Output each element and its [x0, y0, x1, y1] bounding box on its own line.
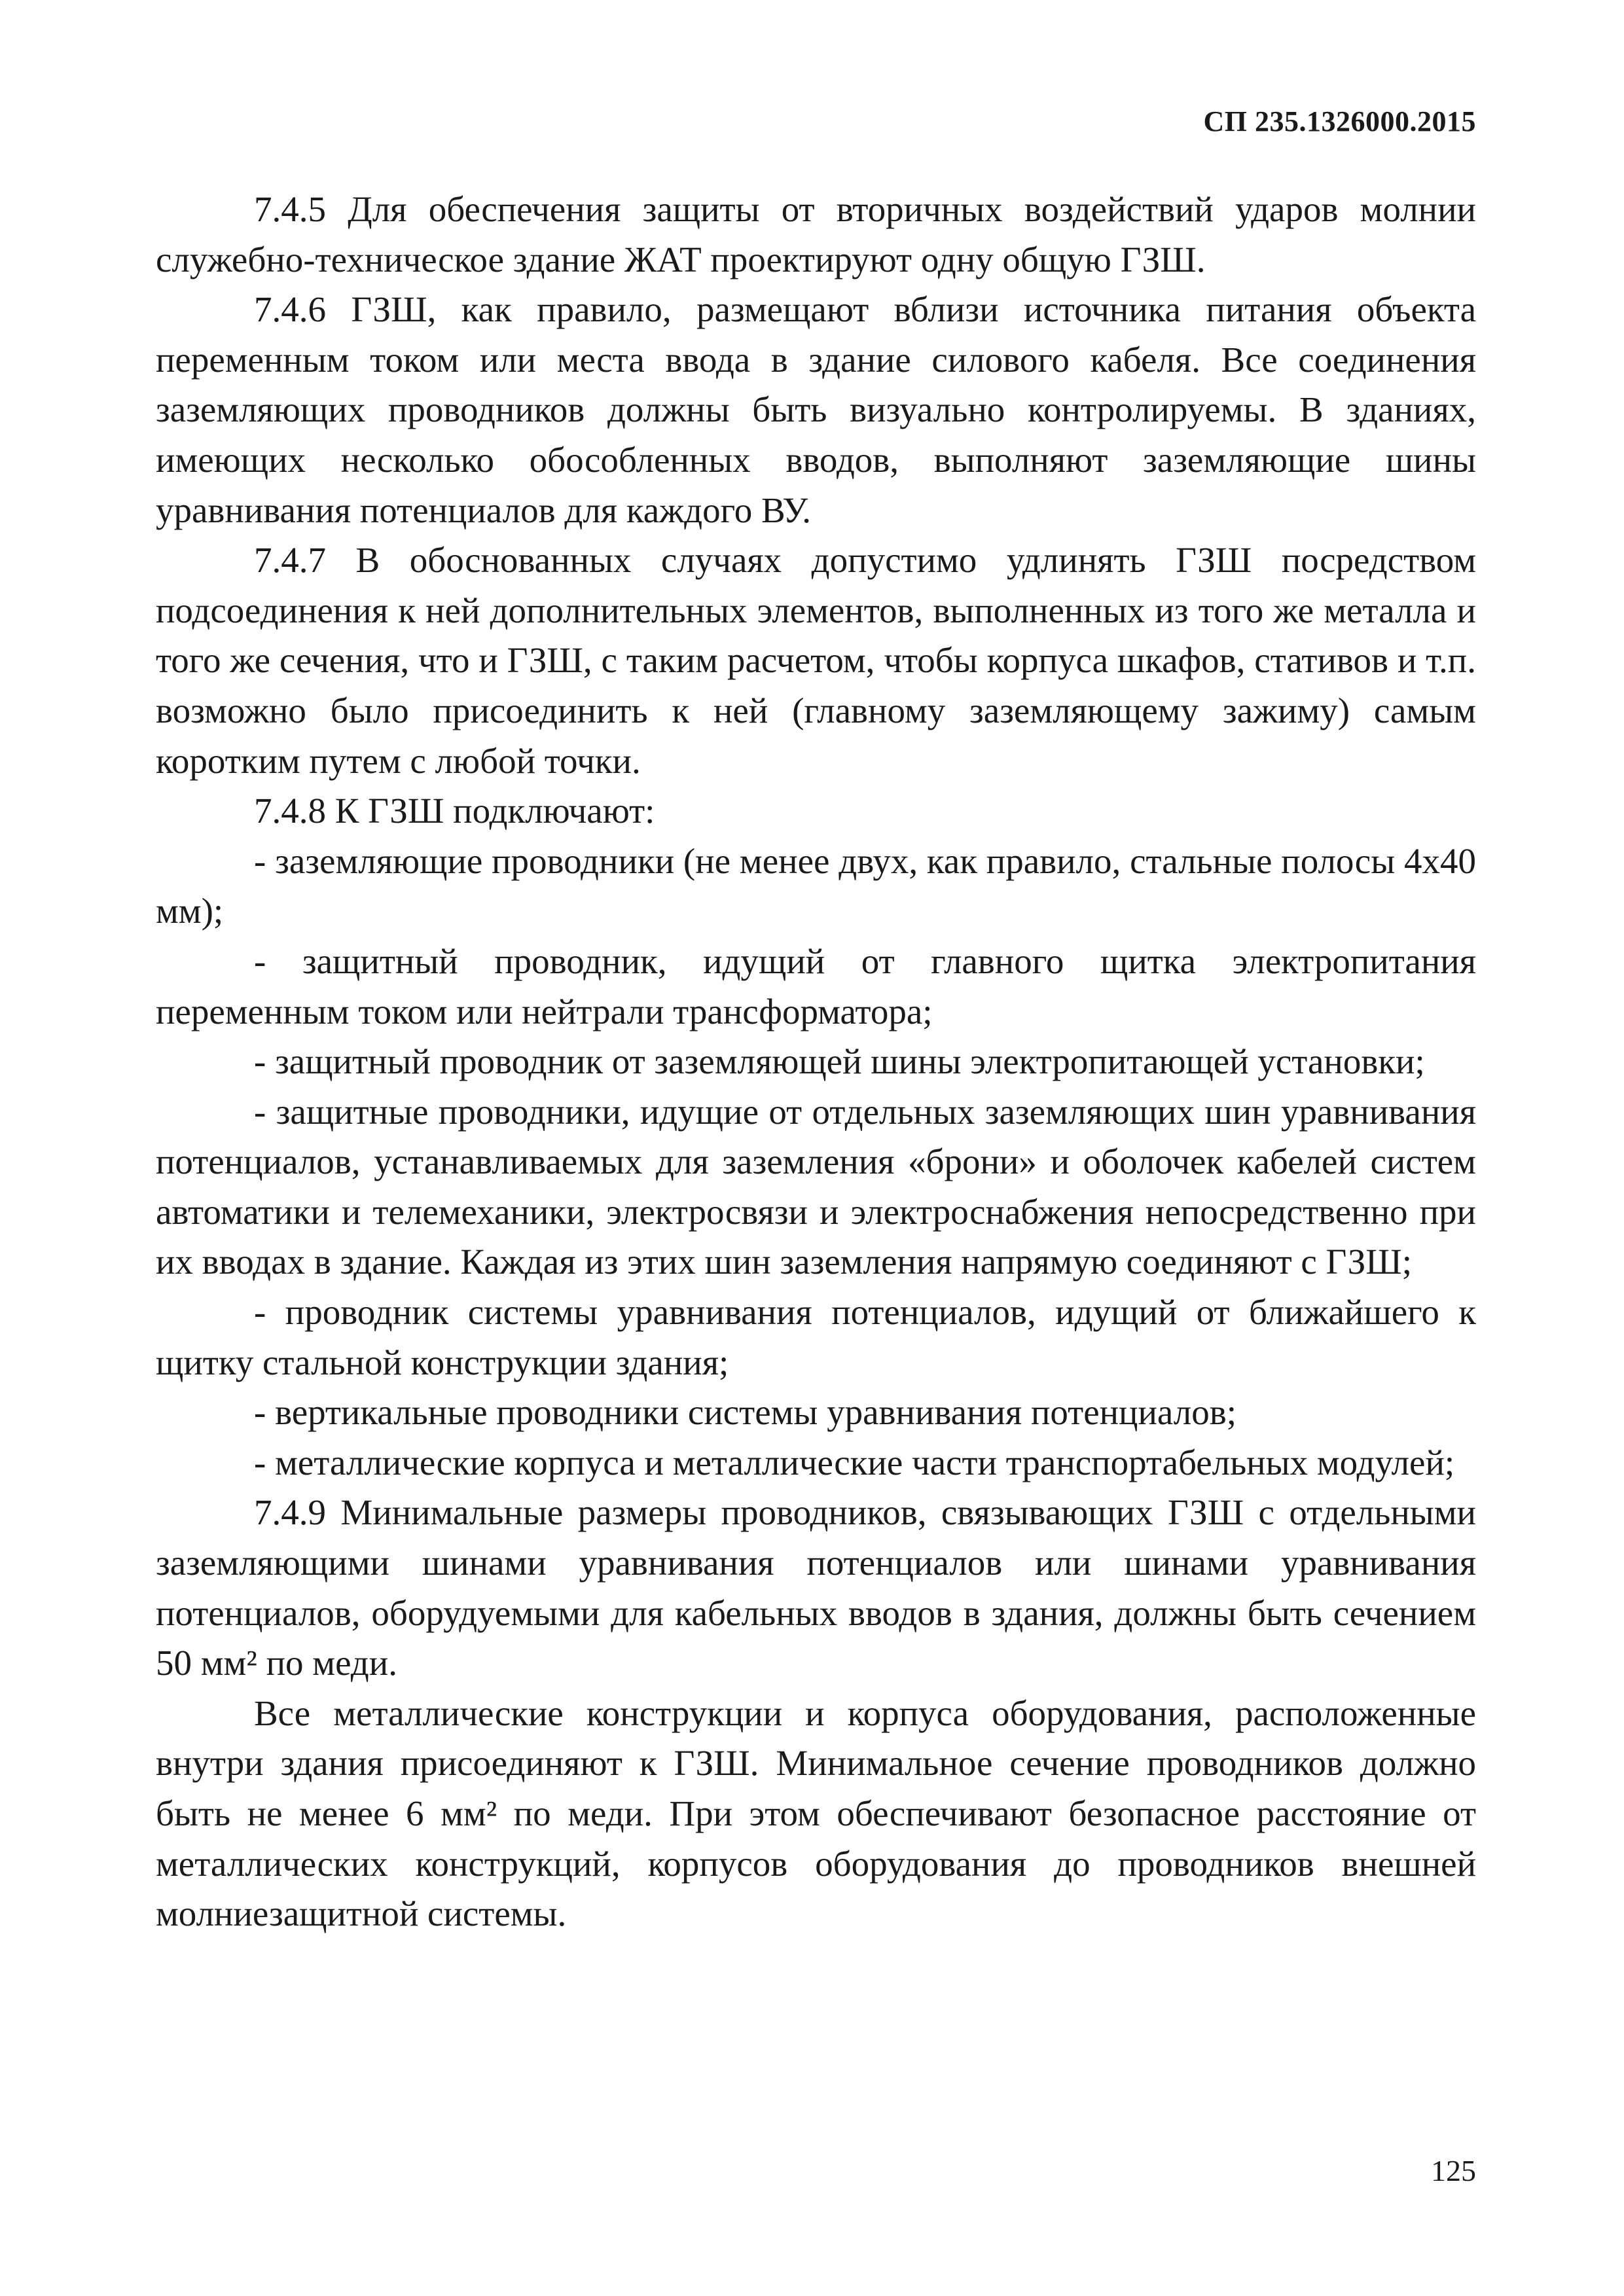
- list-item: - защитные проводники, идущие от отдельных заземляющих шин уравнивания потенциалов, устанавливаемых для заземления «брони» и оболочек кабелей систем автоматики и телемеханики, электросвязи и электроснабжения непосредственно при их вводах в здание. Каждая из этих шин заземления напрямую соединяют с ГЗШ;: [156, 1091, 1476, 1282]
- paragraph-7-4-9: 7.4.9 Минимальные размеры проводников, связывающих ГЗШ с отдельными заземляющими шинами уравнивания потенциалов или шинами уравнивания потенциалов, оборудуемыми для кабельных вводов в здания, должны быть сечением 50 мм² по меди.: [156, 1492, 1476, 1683]
- list-item: - защитный проводник от заземляющей шины электропитающей установки;: [254, 1041, 1425, 1082]
- document-body: [156, 185, 1476, 1939]
- page-number: 125: [1431, 2154, 1476, 2187]
- paragraph-7-4-8: 7.4.8 К ГЗШ подключают:: [254, 791, 655, 831]
- list-item: - проводник системы уравнивания потенциалов, идущий от ближайшего к щитку стальной конструкции здания;: [156, 1292, 1476, 1382]
- list-item: - металлические корпуса и металлические части транспортабельных модулей;: [254, 1442, 1455, 1482]
- list-item: - защитный проводник, идущий от главного щитка электропитания переменным током или нейтрали трансформатора;: [156, 941, 1476, 1031]
- list-item: - заземляющие проводники (не менее двух, как правило, стальные полосы 4х40 мм);: [156, 840, 1476, 931]
- paragraph-7-4-7: 7.4.7 В обоснованных случаях допустимо удлинять ГЗШ посредством подсоединения к ней дополнительных элементов, выполненных из того же металла и того же сечения, что и ГЗШ, с таким расчетом, чтобы корпуса шкафов, стативов и т.п. возможно было присоединить к ней (главному заземляющему зажиму) самым коротким путем с любой точки.: [156, 540, 1476, 781]
- list-item: - вертикальные проводники системы уравнивания потенциалов;: [254, 1392, 1237, 1433]
- paragraph-7-4-6: 7.4.6 ГЗШ, как правило, размещают вблизи источника питания объекта переменным током или места ввода в здание силового кабеля. Все соединения заземляющих проводников должны быть визуально контролируемы. В зданиях, имеющих несколько обособленных вводов, выполняют заземляющие шины уравнивания потенциалов для каждого ВУ.: [156, 289, 1476, 530]
- document-code-header: СП 235.1326000.2015: [1203, 105, 1476, 137]
- paragraph-7-4-5: 7.4.5 Для обеспечения защиты от вторичных воздействий ударов молнии служебно-техническое здание ЖАТ проектируют одну общую ГЗШ.: [156, 189, 1476, 279]
- paragraph-metal-structures: Все металлические конструкции и корпуса оборудования, расположенные внутри здания присоединяют к ГЗШ. Минимальное сечение проводников должно быть не менее 6 мм² по меди. При этом обеспечивают безопасное расстояние от металлических конструкций, корпусов оборудования до проводников внешней молниезащитной системы.: [156, 1693, 1476, 1934]
